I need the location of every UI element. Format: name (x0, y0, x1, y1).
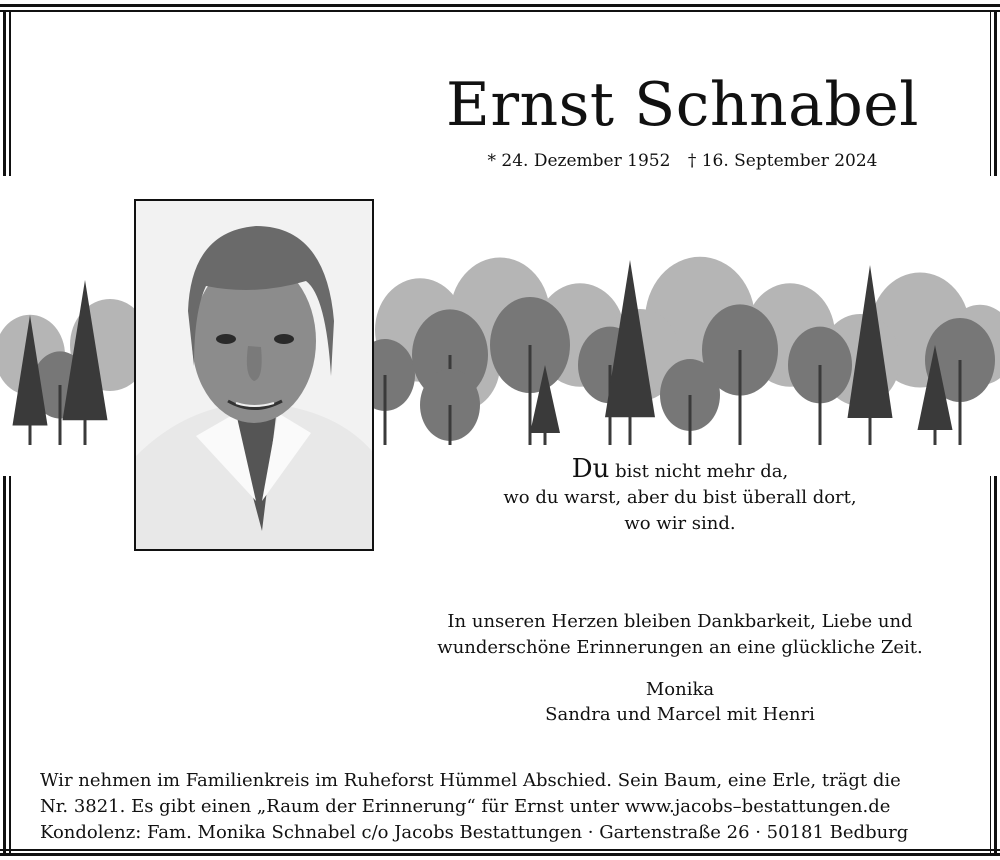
family-line-2: Sandra und Marcel mit Henri (545, 704, 815, 725)
tree-trunk (449, 405, 452, 445)
notice-line-2: Nr. 3821. Es gibt einen „Raum der Erinnerung“ für Ernst unter www.jacobs–bestattungen.de (40, 796, 891, 817)
frame-left-upper-outer (3, 10, 6, 176)
frame-left-lower-inner (9, 476, 11, 854)
tree-trunk (689, 395, 692, 445)
frame-right-upper-outer (994, 10, 997, 176)
birth-date: * 24. Dezember 1952 (487, 151, 671, 171)
portrait-figure (136, 201, 372, 549)
frame-bottom-outer (0, 853, 1000, 856)
tree-trunk (869, 409, 872, 445)
notice-line-1: Wir nehmen im Familienkreis im Ruheforst Hümmel Abschied. Sein Baum, eine Erle, trägt die (40, 770, 901, 791)
frame-right-lower-outer (994, 476, 997, 854)
poem-first-word: Du (571, 454, 610, 484)
frame-top-inner (0, 10, 1000, 12)
tree-trunk (29, 419, 32, 445)
poem-line-3: wo wir sind. (624, 513, 736, 534)
remembrance-line-1: In unseren Herzen bleiben Dankbarkeit, Liebe und (447, 611, 913, 632)
remembrance-text (400, 609, 960, 661)
tree-trunk (819, 365, 822, 445)
tree-trunk (384, 375, 387, 445)
frame-left-lower-outer (3, 476, 6, 854)
tree-trunk (629, 408, 632, 445)
frame-top-outer (0, 4, 1000, 7)
death-date: † 16. September 2024 (687, 151, 878, 171)
poem-line-2: wo du warst, aber du bist überall dort, (503, 487, 857, 508)
tree-trunk (59, 385, 62, 445)
funeral-notice (40, 768, 970, 846)
poem (470, 456, 890, 537)
family-names (400, 677, 960, 727)
poem-line-1-rest: bist nicht mehr da, (609, 461, 789, 482)
frame-right-lower-inner (990, 476, 992, 854)
frame-left-upper-inner (9, 10, 11, 176)
tree-trunk (739, 350, 742, 445)
remembrance-line-2: wunderschöne Erinnerungen an eine glückliche Zeit. (437, 637, 923, 658)
deceased-name: Ernst Schnabel (446, 70, 919, 140)
tree-trunk (544, 429, 547, 445)
tree-trunk (84, 412, 87, 445)
notice-line-3: Kondolenz: Fam. Monika Schnabel c/o Jacobs Bestattungen · Gartenstraße 26 · 50181 Bedburg (40, 822, 909, 843)
portrait-photo (134, 199, 374, 551)
tree-trunk (959, 360, 962, 445)
tree-trunk (934, 425, 937, 445)
family-line-1: Monika (645, 679, 715, 700)
frame-right-upper-inner (990, 10, 992, 176)
life-dates (400, 150, 965, 172)
poem-line-1 (470, 456, 890, 485)
frame-bottom-inner (0, 849, 1000, 851)
